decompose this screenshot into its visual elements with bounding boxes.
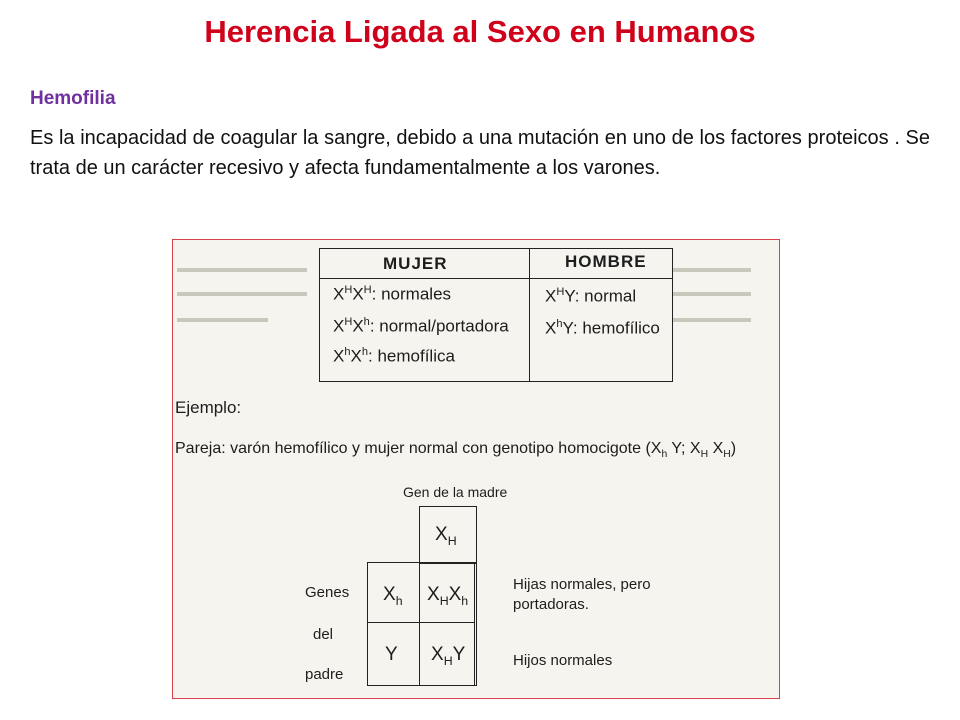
bleed-through-decoration: ▬▬▬▬▬▬▬▬▬▬ xyxy=(177,260,307,275)
bleed-through-decoration: ▬▬▬▬▬▬ xyxy=(673,260,751,275)
padre-label-padre: padre xyxy=(305,666,344,683)
result-hijas-line1: Hijas normales, pero xyxy=(513,576,651,593)
padre-label-del: del xyxy=(313,626,334,643)
madre-label: Gen de la madre xyxy=(403,484,508,500)
bleed-through-decoration: ▬▬▬▬▬▬▬▬▬▬ xyxy=(177,284,307,299)
mujer-row-portadora: $X^HX^h$: normal/portadora xyxy=(333,316,509,336)
section-subtitle: Hemofilia xyxy=(30,88,116,109)
punnett-cell-2: $X_HY$ xyxy=(431,644,466,668)
padre-allele-1: $X_h$ xyxy=(383,584,403,608)
mujer-header: MUJER xyxy=(383,254,448,273)
hombre-header: HOMBRE xyxy=(565,252,647,271)
padre-allele-2: Y xyxy=(385,644,398,665)
madre-allele: $X_H$ xyxy=(435,524,457,548)
punnett-row-rule xyxy=(367,622,475,623)
hombre-row-normal: $X^HY$: normal xyxy=(545,286,637,306)
page-title: Herencia Ligada al Sexo en Humanos xyxy=(204,14,756,49)
description-paragraph: Es la incapacidad de coagular la sangre, debido a una mutación en uno de los factores proteicos . Se trata de un carácter recesivo y afecta fundamentalmente a los varones. xyxy=(30,127,930,179)
mujer-row-normales: $X^HX^H$: normales xyxy=(333,284,452,304)
bleed-through-decoration: ▬▬▬▬▬▬▬ xyxy=(177,310,268,325)
bleed-through-decoration: ▬▬▬▬▬▬ xyxy=(673,310,751,325)
scanned-figure xyxy=(172,239,780,699)
pareja-text: Pareja: varón hemofílico y mujer normal con genotipo homocigote ($X_h$ Y; $X_H$ $X_H$) xyxy=(175,440,737,461)
table-header-rule xyxy=(319,278,673,279)
bleed-through-decoration: ▬▬▬▬▬▬ xyxy=(673,284,751,299)
result-hijos: Hijos normales xyxy=(513,652,613,669)
hombre-row-hemofilico: $X^hY$: hemofílico xyxy=(545,318,660,338)
table-divider xyxy=(529,248,530,382)
mujer-row-hemofilica: $X^hX^h$: hemofílica xyxy=(333,346,455,366)
example-label: Ejemplo: xyxy=(175,398,242,417)
result-hijas-line2: portadoras. xyxy=(513,596,589,613)
punnett-cell-1: $X_HX_h$ xyxy=(427,584,469,608)
padre-label-genes: Genes xyxy=(305,584,350,601)
